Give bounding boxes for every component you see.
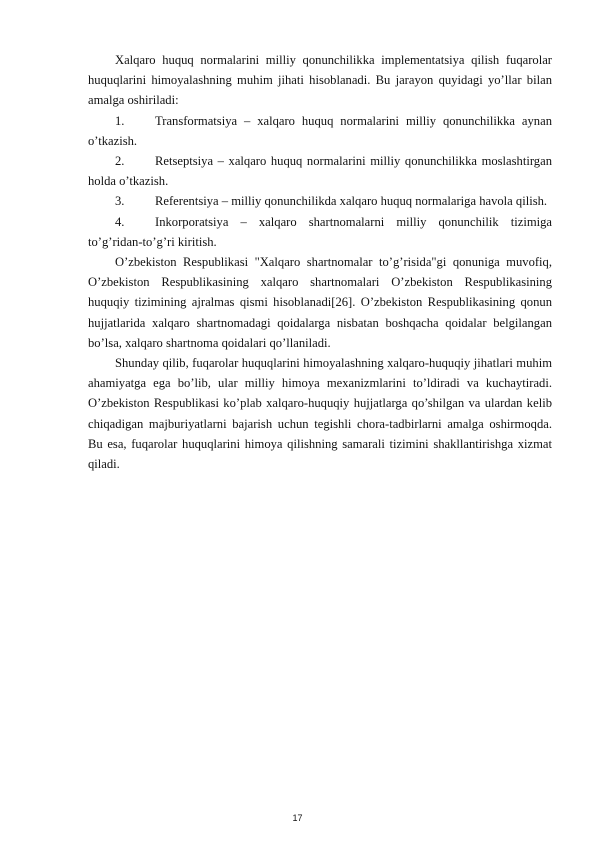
list-item-4 — [88, 212, 552, 252]
paragraph-legal-basis: O’zbekiston Respublikasi "Xalqaro shartnomalar to’g’risida"gi qonuniga muvofiq, O’zbekiston Respublikasining xalqaro shartnomalari O’zbekiston Respublikasining huquqiy tizimining ajralmas qismi hisoblanadi[26]. O’zbekiston Respublikasining qonun hujjatlarida xalqaro shartnomadagi qoidalarga nisbatan boshqacha qoidalar belgilangan bo’lsa, xalqaro shartnoma qoidalari qo’llaniladi. — [88, 255, 552, 350]
intro-paragraph: Xalqaro huquq normalarini milliy qonunchilikka implementatsiya qilish fuqarolar huquqlarini himoyalashning muhim jihati hisoblanadi. Bu jarayon quyidagi yo’llar bilan amalga oshiriladi: — [88, 53, 552, 108]
list-number: 4. — [115, 214, 125, 229]
list-number: 2. — [115, 154, 125, 169]
document-body — [88, 50, 552, 474]
list-text: Referentsiya – milliy qonunchilikda xalqaro huquq normalariga havola qilish. — [155, 194, 548, 209]
list-item-1 — [88, 111, 552, 151]
paragraph-conclusion: Shunday qilib, fuqarolar huquqlarini himoyalashning xalqaro-huquqiy jihatlari muhim ahamiyatga ega bo’lib, ular milliy himoya mexanizmlarini to’ldiradi va kuchaytiradi. O’zbekiston Respublikasi ko’plab xalqaro-huquqiy hujjatlarga qo’shilgan va ulardan kelib chiqadigan majburiyatlarni bajarish uchun tegishli chora-tadbirlarni amalga oshirmoqda. Bu esa, fuqarolar huquqlarini himoya qilishning samarali tizimini shakllantirishga xizmat qiladi. — [88, 356, 552, 472]
list-number: 3. — [115, 194, 125, 209]
list-text: Retseptsiya – xalqaro huquq normalarini milliy qonunchilikka moslashtirgan holda o’tkazish. — [88, 154, 552, 189]
list-text: Inkorporatsiya – xalqaro shartnomalarni milliy qonunchilik tizimiga to’g’ridan-to’g’ri kiritish. — [88, 214, 552, 249]
page-number: 17 — [292, 813, 303, 823]
list-item-2 — [88, 151, 552, 191]
list-text: Transformatsiya – xalqaro huquq normalarini milliy qonunchilikka aynan o’tkazish. — [88, 113, 552, 148]
list-item-3 — [88, 191, 552, 211]
list-number: 1. — [115, 113, 125, 128]
